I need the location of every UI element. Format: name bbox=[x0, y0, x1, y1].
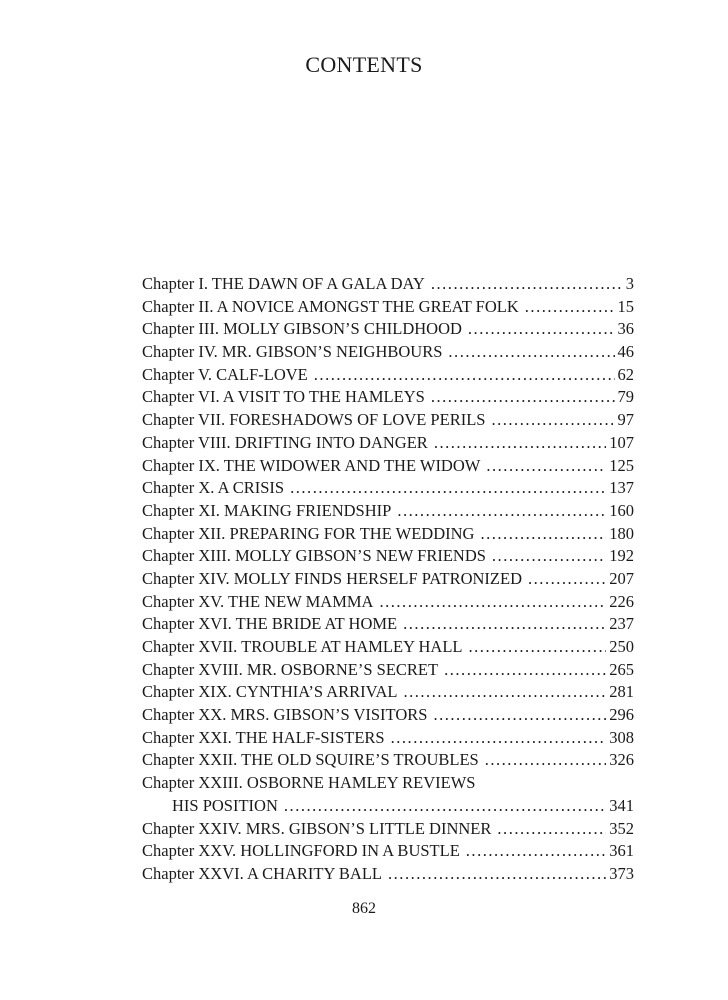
toc-entry-title: Chapter XXVI. A CHARITY BALL bbox=[142, 863, 382, 883]
toc-entry-page: 308 bbox=[609, 727, 634, 747]
toc-entry bbox=[142, 297, 634, 320]
toc-leader-dots bbox=[391, 728, 607, 748]
toc-leader-dots bbox=[485, 750, 607, 770]
toc-entry-title: Chapter X. A CRISIS bbox=[142, 478, 285, 498]
toc-entry bbox=[142, 456, 634, 479]
toc-entry bbox=[142, 365, 634, 388]
toc-leader-dots bbox=[434, 433, 606, 453]
toc-leader-dots bbox=[525, 297, 615, 317]
toc-entry bbox=[142, 750, 634, 773]
toc-entry bbox=[142, 637, 634, 660]
toc-entry bbox=[142, 524, 634, 547]
toc-entry-page: 46 bbox=[617, 342, 634, 362]
toc-leader-dots bbox=[497, 819, 606, 839]
toc-leader-dots bbox=[290, 478, 606, 498]
toc-entry-title: Chapter XXIV. MRS. GIBSON’S LITTLE DINNER bbox=[142, 818, 492, 838]
toc-entry bbox=[142, 864, 634, 887]
toc-entry-page: 107 bbox=[609, 432, 634, 452]
toc-entry bbox=[142, 682, 634, 705]
toc-entry-title: Chapter XII. PREPARING FOR THE WEDDING bbox=[142, 523, 475, 543]
toc-entry-title: Chapter XIX. CYNTHIA’S ARRIVAL bbox=[142, 682, 398, 702]
toc-entry-title: Chapter XVIII. MR. OSBORNE’S SECRET bbox=[142, 659, 439, 679]
toc-leader-dots bbox=[314, 365, 615, 385]
toc-entry-page: 137 bbox=[609, 478, 634, 498]
toc-entry-page: 341 bbox=[609, 795, 634, 815]
toc-entry bbox=[142, 819, 634, 842]
toc-leader-dots bbox=[468, 319, 615, 339]
page-title: CONTENTS bbox=[305, 52, 423, 77]
toc-leader-dots bbox=[466, 841, 606, 861]
toc-leader-dots bbox=[444, 660, 606, 680]
toc-entry-title: Chapter XIII. MOLLY GIBSON’S NEW FRIENDS bbox=[142, 546, 486, 566]
toc-entry-page: 97 bbox=[617, 410, 634, 430]
toc-entry bbox=[142, 274, 634, 297]
toc-entry-page: 207 bbox=[609, 568, 634, 588]
toc-entry bbox=[142, 614, 634, 637]
toc-leader-dots bbox=[448, 342, 614, 362]
toc-leader-dots bbox=[486, 456, 606, 476]
toc-entry-page: 3 bbox=[625, 274, 634, 293]
toc-entry bbox=[142, 660, 634, 683]
toc-entry-page: 250 bbox=[609, 637, 634, 656]
toc-entry-title: Chapter XI. MAKING FRIENDSHIP bbox=[142, 500, 392, 520]
toc-leader-dots bbox=[469, 637, 607, 657]
toc-entry-title: Chapter XX. MRS. GIBSON’S VISITORS bbox=[142, 705, 428, 725]
toc-entry bbox=[142, 841, 634, 864]
toc-entry-page: 160 bbox=[609, 500, 634, 520]
toc-entry-title: Chapter II. A NOVICE AMONGST THE GREAT FOLK bbox=[142, 296, 519, 316]
toc-entry-title: Chapter VI. A VISIT TO THE HAMLEYS bbox=[142, 387, 425, 407]
toc-entry-page: 265 bbox=[609, 659, 634, 679]
toc-entry-page: 281 bbox=[609, 682, 634, 702]
table-of-contents bbox=[142, 274, 634, 887]
toc-entry-title: Chapter XVII. TROUBLE AT HAMLEY HALL bbox=[142, 637, 463, 656]
toc-entry bbox=[142, 478, 634, 501]
toc-leader-dots bbox=[528, 569, 606, 589]
toc-leader-dots bbox=[480, 524, 606, 544]
toc-entry bbox=[142, 592, 634, 615]
toc-entry-page: 361 bbox=[609, 841, 634, 861]
toc-entry-page: 180 bbox=[609, 523, 634, 543]
toc-entry bbox=[142, 569, 634, 592]
toc-leader-dots bbox=[284, 796, 606, 816]
toc-leader-dots bbox=[403, 614, 606, 634]
toc-entry-title: Chapter VIII. DRIFTING INTO DANGER bbox=[142, 432, 428, 452]
toc-entry bbox=[142, 773, 634, 796]
toc-entry-title: Chapter I. THE DAWN OF A GALA DAY bbox=[142, 274, 425, 293]
toc-entry bbox=[142, 387, 634, 410]
toc-entry-title: Chapter IV. MR. GIBSON’S NEIGHBOURS bbox=[142, 342, 443, 362]
toc-leader-dots bbox=[403, 682, 606, 702]
toc-entry-page: 296 bbox=[609, 705, 634, 725]
toc-entry-page: 373 bbox=[609, 863, 634, 883]
toc-entry-title: Chapter XXIII. OSBORNE HAMLEY REVIEWS bbox=[142, 773, 476, 793]
toc-entry-title: Chapter XV. THE NEW MAMMA bbox=[142, 591, 374, 611]
toc-entry-page: 62 bbox=[617, 364, 634, 384]
toc-entry-page: 15 bbox=[617, 296, 634, 316]
toc-leader-dots bbox=[379, 592, 606, 612]
toc-entry bbox=[142, 410, 634, 433]
toc-entry-title: Chapter XIV. MOLLY FINDS HERSELF PATRONIZED bbox=[142, 568, 522, 588]
toc-leader-dots bbox=[431, 387, 615, 407]
toc-entry-page: 36 bbox=[617, 319, 634, 339]
toc-entry bbox=[142, 728, 634, 751]
toc-entry-title: Chapter XXI. THE HALF-SISTERS bbox=[142, 727, 385, 747]
toc-entry bbox=[142, 342, 634, 365]
toc-entry bbox=[142, 546, 634, 569]
toc-entry-page: 352 bbox=[609, 818, 634, 838]
toc-leader-dots bbox=[433, 705, 606, 725]
toc-leader-dots bbox=[492, 546, 606, 566]
page-number: 862 bbox=[352, 900, 376, 917]
toc-entry-title: Chapter XVI. THE BRIDE AT HOME bbox=[142, 614, 398, 634]
toc-entry bbox=[142, 796, 634, 819]
toc-entry bbox=[142, 319, 634, 342]
toc-leader-dots bbox=[388, 864, 606, 884]
toc-entry-page: 192 bbox=[609, 546, 634, 566]
toc-entry-title: HIS POSITION bbox=[172, 795, 278, 815]
toc-entry-title: Chapter V. CALF-LOVE bbox=[142, 364, 308, 384]
toc-entry-title: Chapter XXV. HOLLINGFORD IN A BUSTLE bbox=[142, 841, 460, 861]
toc-leader-dots bbox=[431, 274, 623, 294]
toc-leader-dots bbox=[491, 410, 614, 430]
toc-entry-title: Chapter IX. THE WIDOWER AND THE WIDOW bbox=[142, 455, 481, 475]
toc-entry-page: 237 bbox=[609, 614, 634, 634]
toc-entry bbox=[142, 433, 634, 456]
toc-entry-title: Chapter III. MOLLY GIBSON’S CHILDHOOD bbox=[142, 319, 462, 339]
toc-entry-title: Chapter XXII. THE OLD SQUIRE’S TROUBLES bbox=[142, 750, 479, 770]
toc-entry-page: 125 bbox=[609, 455, 634, 475]
toc-leader-dots bbox=[397, 501, 606, 521]
toc-entry-title: Chapter VII. FORESHADOWS OF LOVE PERILS bbox=[142, 410, 486, 430]
toc-entry bbox=[142, 705, 634, 728]
toc-entry bbox=[142, 501, 634, 524]
toc-entry-page: 226 bbox=[609, 591, 634, 611]
toc-entry-page: 79 bbox=[617, 387, 634, 407]
toc-entry-page: 326 bbox=[609, 750, 634, 770]
